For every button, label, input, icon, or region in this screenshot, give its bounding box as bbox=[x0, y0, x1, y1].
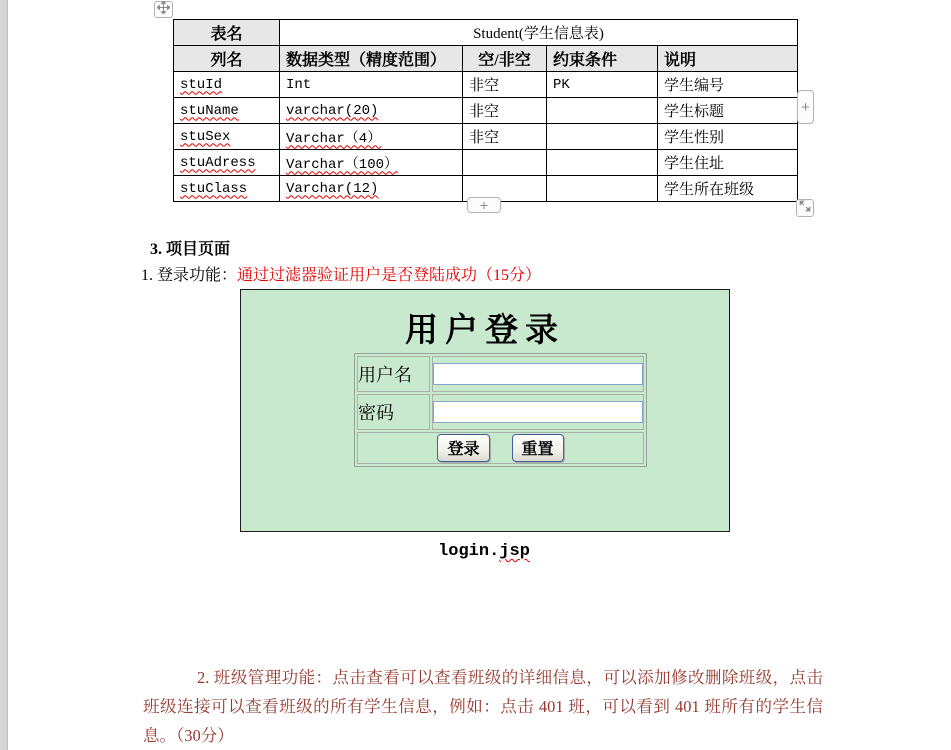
table-row bbox=[174, 98, 798, 124]
password-input[interactable] bbox=[433, 401, 643, 423]
table-move-handle[interactable] bbox=[154, 1, 173, 18]
item1-line bbox=[141, 262, 541, 285]
cell-datatype: Varchar(12) bbox=[286, 180, 379, 197]
paragraph-line: 班级连接可以查看班级的所有学生信息，例如：点击 401 班，可以看到 401 班所有的学生信 bbox=[143, 697, 823, 716]
cell-constraint bbox=[547, 98, 658, 124]
schema-table bbox=[173, 19, 798, 202]
cell-nullable: 非空 bbox=[463, 98, 547, 124]
cell-description: 学生性别 bbox=[658, 124, 798, 150]
cell-description: 学生编号 bbox=[658, 72, 798, 98]
item1-prefix: 1. 登录功能： bbox=[141, 267, 238, 284]
resize-icon bbox=[799, 199, 811, 217]
paragraph-line: 息。（30分） bbox=[143, 726, 234, 745]
move-icon bbox=[157, 1, 170, 19]
header-column: 列名 bbox=[174, 46, 280, 72]
password-label: 密码 bbox=[357, 394, 430, 430]
cell-column: stuSex bbox=[180, 128, 231, 145]
table-resize-handle[interactable] bbox=[796, 199, 814, 217]
cell-column: stuName bbox=[180, 102, 239, 119]
caption-jsp: jsp bbox=[499, 542, 530, 561]
add-row-button[interactable]: + bbox=[467, 197, 501, 213]
cell-datatype: Varchar（4） bbox=[286, 130, 382, 147]
login-panel bbox=[240, 289, 730, 532]
cell-column: stuAdress bbox=[180, 154, 256, 171]
cell-constraint: PK bbox=[547, 72, 658, 98]
add-column-button[interactable]: + bbox=[797, 90, 814, 124]
page-edge-strip bbox=[0, 0, 8, 750]
table-row bbox=[174, 72, 798, 98]
cell-nullable: 非空 bbox=[463, 124, 547, 150]
cell-description: 学生所在班级 bbox=[658, 176, 798, 202]
login-form bbox=[354, 353, 647, 467]
table-row bbox=[174, 150, 798, 176]
cell-datatype: Varchar（100） bbox=[286, 156, 399, 173]
login-button[interactable]: 登录 bbox=[437, 434, 489, 462]
cell-description: 学生住址 bbox=[658, 150, 798, 176]
section-heading: 3. 项目页面 bbox=[150, 241, 231, 258]
reset-button[interactable]: 重置 bbox=[512, 434, 564, 462]
class-management-paragraph bbox=[143, 663, 823, 750]
cell-column: stuClass bbox=[180, 180, 248, 197]
cell-constraint bbox=[547, 150, 658, 176]
cell-datatype: Int bbox=[280, 72, 463, 98]
cell-constraint bbox=[547, 176, 658, 202]
cell-nullable bbox=[463, 150, 547, 176]
caption-prefix: login. bbox=[438, 542, 500, 561]
login-caption bbox=[240, 542, 728, 561]
cell-column: stuId bbox=[180, 76, 223, 93]
header-description: 说明 bbox=[658, 46, 798, 72]
table-name-label: 表名 bbox=[174, 20, 280, 46]
header-nullable: 空/非空 bbox=[463, 46, 547, 72]
table-header-row bbox=[174, 46, 798, 72]
table-row bbox=[174, 20, 798, 46]
login-title: 用户登录 bbox=[405, 313, 565, 349]
item1-highlight: 通过过滤器验证用户是否登陆成功（15分） bbox=[237, 267, 542, 284]
cell-constraint bbox=[547, 124, 658, 150]
username-label: 用户名 bbox=[357, 356, 430, 392]
cell-description: 学生标题 bbox=[658, 98, 798, 124]
table-name-value: Student(学生信息表) bbox=[280, 20, 798, 46]
cell-nullable: 非空 bbox=[463, 72, 547, 98]
header-datatype: 数据类型（精度范围） bbox=[280, 46, 463, 72]
header-constraint: 约束条件 bbox=[547, 46, 658, 72]
cell-datatype: varchar(20) bbox=[286, 102, 379, 119]
username-input[interactable] bbox=[433, 363, 643, 385]
table-row bbox=[174, 124, 798, 150]
paragraph-line: 2. 班级管理功能：点击查看可以查看班级的详细信息，可以添加修改删除班级，点击 bbox=[197, 668, 823, 687]
